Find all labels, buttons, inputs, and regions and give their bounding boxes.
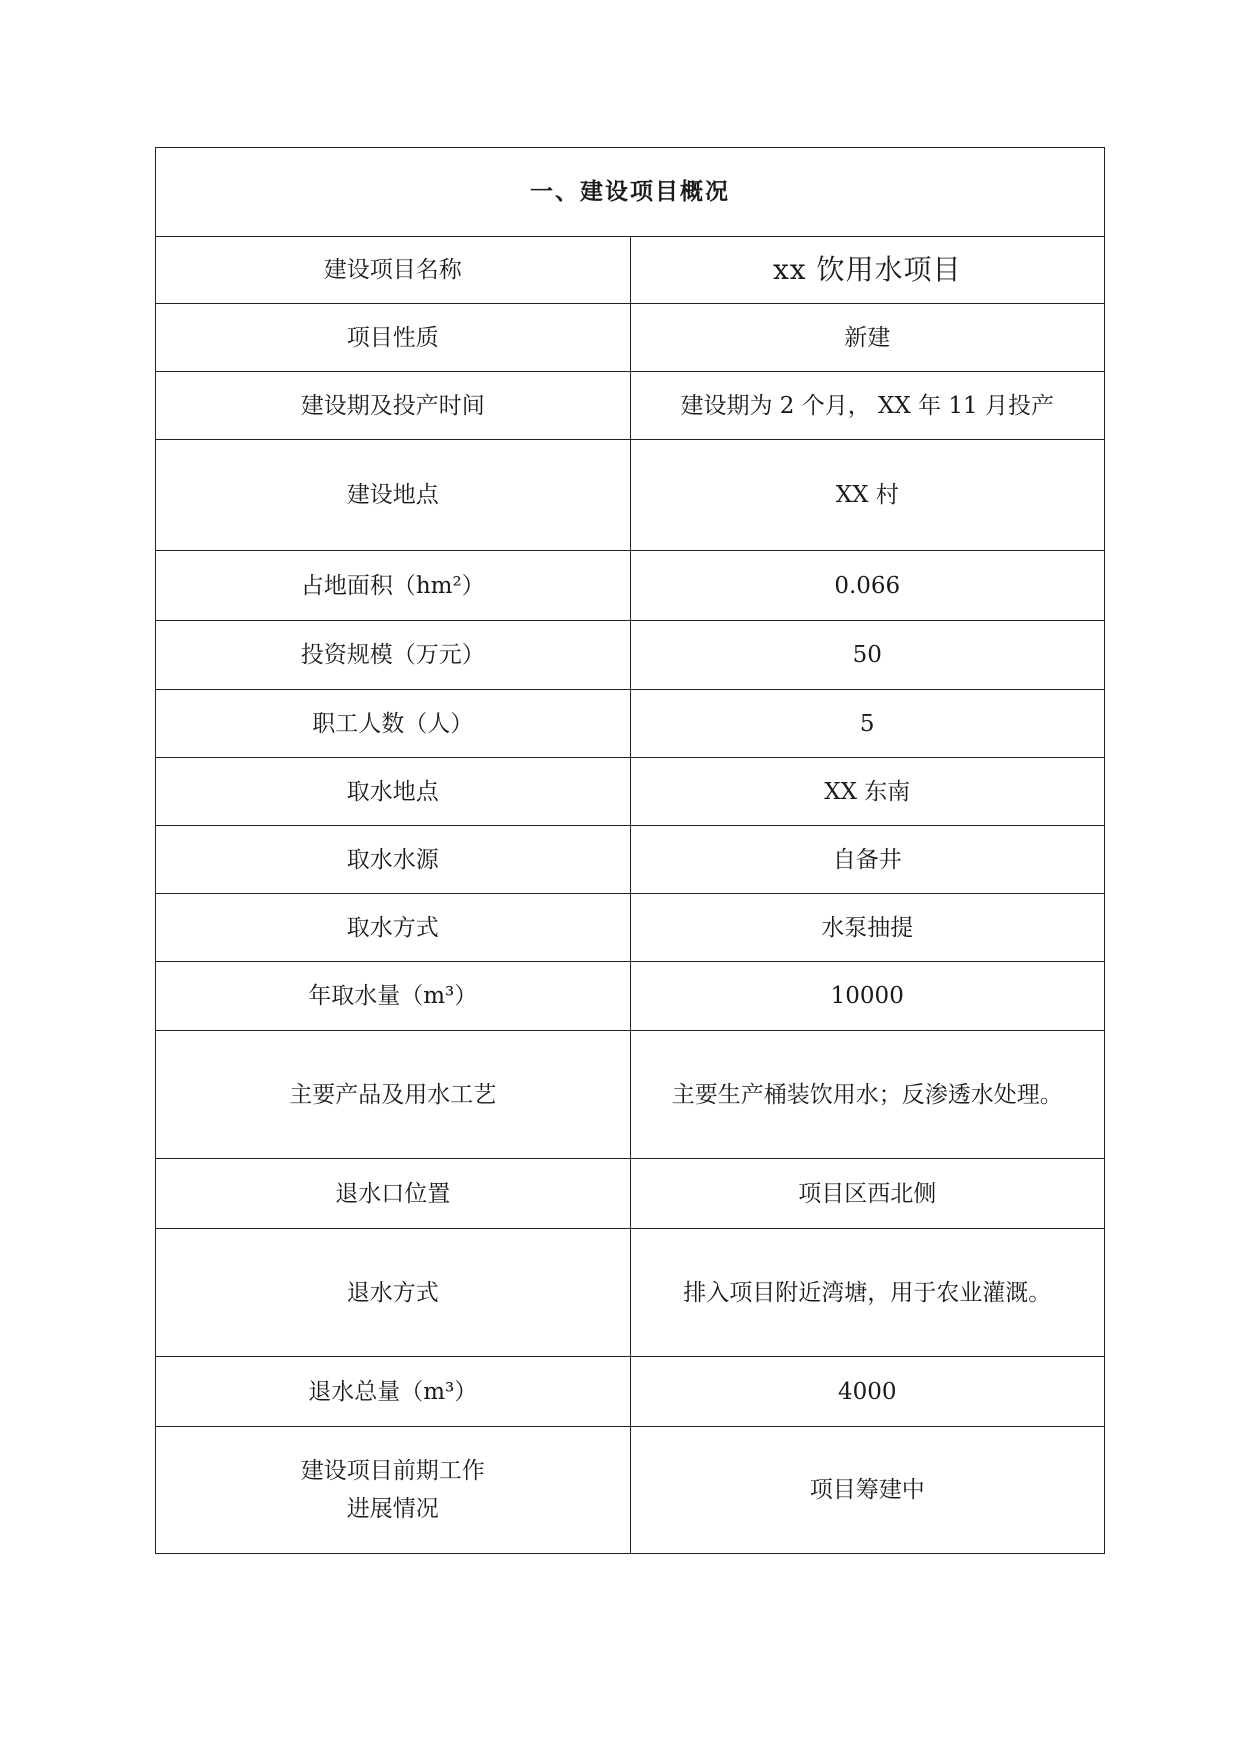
row-label-investment: 投资规模（万元）: [156, 621, 631, 690]
row-label-line-1: 建设项目前期工作: [300, 1458, 485, 1484]
row-label-line-2: 进展情况: [346, 1496, 439, 1522]
table-row: [156, 621, 1105, 690]
table-row: [156, 372, 1105, 440]
row-value-staff-count: 5: [630, 690, 1105, 758]
row-label-project-name: 建设项目名称: [156, 237, 631, 304]
row-value-preliminary-progress: 项目筹建中: [630, 1427, 1105, 1554]
row-label-land-area: 占地面积（hm²）: [156, 551, 631, 621]
row-label-water-source: 取水水源: [156, 826, 631, 894]
row-label-project-nature: 项目性质: [156, 304, 631, 372]
row-value-intake-method: 水泵抽提: [630, 894, 1105, 962]
row-label-discharge-total: 退水总量（m³）: [156, 1357, 631, 1427]
row-value-main-product: 主要生产桶装饮用水；反渗透水处理。: [630, 1031, 1105, 1159]
row-value-construction-period: 建设期为 2 个月， XX 年 11 月投产: [630, 372, 1105, 440]
row-value-project-nature: 新建: [630, 304, 1105, 372]
table-row: [156, 962, 1105, 1031]
row-value-discharge-total: 4000: [630, 1357, 1105, 1427]
table-title-row: [156, 148, 1105, 237]
row-value-land-area: 0.066: [630, 551, 1105, 621]
row-label-annual-intake: 年取水量（m³）: [156, 962, 631, 1031]
row-value-annual-intake: 10000: [630, 962, 1105, 1031]
row-value-investment: 50: [630, 621, 1105, 690]
row-value-intake-location: XX 东南: [630, 758, 1105, 826]
row-value-project-name: xx 饮用水项目: [630, 237, 1105, 304]
table-row: [156, 1229, 1105, 1357]
table-row: [156, 1427, 1105, 1554]
row-label-discharge-method: 退水方式: [156, 1229, 631, 1357]
table-row: [156, 826, 1105, 894]
row-value-outfall-location: 项目区西北侧: [630, 1159, 1105, 1229]
table-row: [156, 1357, 1105, 1427]
table-row: [156, 758, 1105, 826]
row-label-construction-site: 建设地点: [156, 440, 631, 551]
row-value-construction-site: XX 村: [630, 440, 1105, 551]
table-row: [156, 894, 1105, 962]
row-value-water-source: 自备井: [630, 826, 1105, 894]
table-row: [156, 237, 1105, 304]
row-label-preliminary-progress: [156, 1427, 631, 1554]
table-row: [156, 1159, 1105, 1229]
row-label-intake-method: 取水方式: [156, 894, 631, 962]
row-label-staff-count: 职工人数（人）: [156, 690, 631, 758]
project-overview-table: [155, 147, 1105, 1554]
row-label-construction-period: 建设期及投产时间: [156, 372, 631, 440]
row-label-main-product: 主要产品及用水工艺: [156, 1031, 631, 1159]
table-title: 一、建设项目概况: [156, 148, 1105, 237]
table-row: [156, 440, 1105, 551]
row-value-discharge-method: 排入项目附近湾塘，用于农业灌溉。: [630, 1229, 1105, 1357]
table-row: [156, 690, 1105, 758]
table-row: [156, 1031, 1105, 1159]
table-row: [156, 551, 1105, 621]
row-label-outfall-location: 退水口位置: [156, 1159, 631, 1229]
table-row: [156, 304, 1105, 372]
row-label-intake-location: 取水地点: [156, 758, 631, 826]
